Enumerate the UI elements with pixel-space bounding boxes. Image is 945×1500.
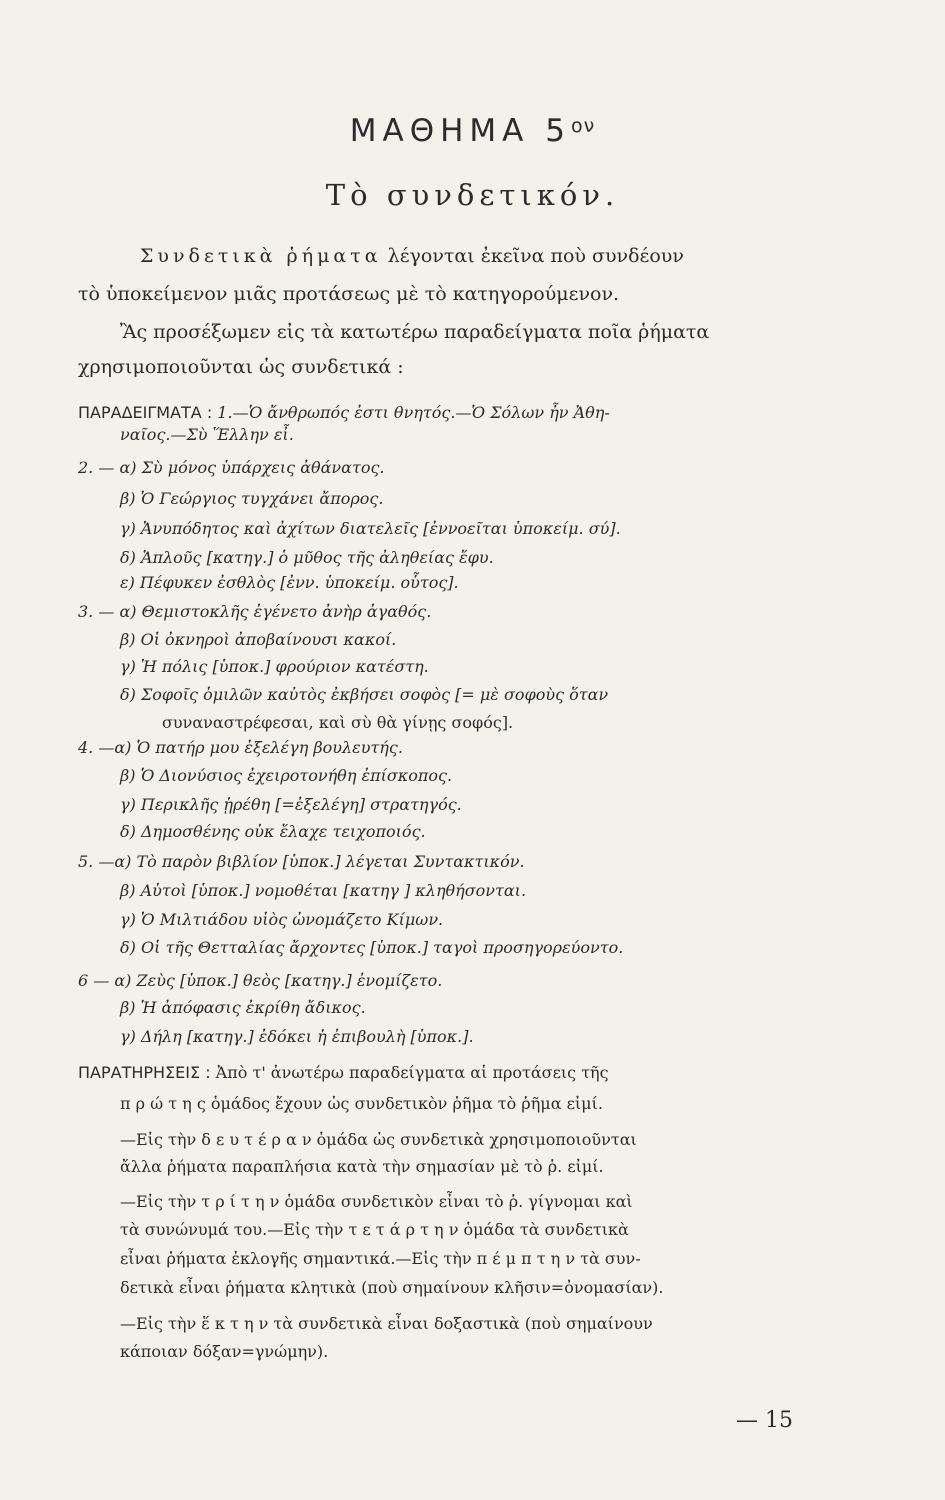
example-1-cont: ναῖος.—Σὺ Ἕλλην εἶ. xyxy=(120,425,294,444)
example-2b: β) Ὁ Γεώργιος τυγχάνει ἄπορος. xyxy=(120,489,384,508)
example-3a: 3. — α) Θεμιστοκλῆς ἐγένετο ἀνὴρ ἀγαθός. xyxy=(78,602,432,621)
example-5a: 5. —α) Τὸ παρὸν βιβλίον [ὑποκ.] λέγεται Συντακτικόν. xyxy=(78,852,525,871)
remark-4: —Εἰς τὴν ἕ κ τ η ν τὰ συνδετικὰ εἶναι δοξαστικὰ (ποὺ σημαίνουν xyxy=(120,1314,653,1333)
page-number: — 15 xyxy=(736,1408,793,1433)
examples-heading: ΠΑΡΑΔΕΙΓΜΑΤΑ : 1.—Ὁ ἄνθρωπός ἐστι θνητός.—Ὁ Σόλων ἦν Ἀθη- xyxy=(78,403,610,422)
remarks-heading: ΠΑΡΑΤΗΡΗΣΕΙΣ : Ἀπὸ τ' ἀνωτέρω παραδείγματα αἱ προτάσεις τῆς xyxy=(78,1063,609,1082)
example-6b: β) Ἡ ἀπόφασις ἐκρίθη ἄδικος. xyxy=(120,998,366,1017)
intro-line-3: Ἂς προσέξωμεν εἰς τὰ κατωτέρω παραδείγματα ποῖα ῥήματα xyxy=(120,321,710,343)
intro-line-1: Συνδετικὰ ῥήματα λέγονται ἐκεῖνα ποὺ συνδέουν xyxy=(140,245,684,267)
example-2d: δ) Ἁπλοῦς [κατηγ.] ὁ μῦθος τῆς ἀληθείας ἔφυ. xyxy=(120,548,494,567)
example-3b: β) Οἱ ὀκνηροὶ ἀποβαίνουσι κακοί. xyxy=(120,630,397,649)
example-5d: δ) Οἱ τῆς Θετταλίας ἄρχοντες [ὑποκ.] ταγοὶ προσηγορεύοντο. xyxy=(120,938,624,957)
example-3c: γ) Ἡ πόλις [ὑποκ.] φρούριον κατέστη. xyxy=(120,657,429,676)
remark-2: —Εἰς τὴν δ ε υ τ έ ρ α ν ὁμάδα ὡς συνδετικὰ χρησιμοποιοῦνται xyxy=(120,1130,637,1149)
example-5b: β) Αὐτοὶ [ὑποκ.] νομοθέται [κατηγ ] κληθήσονται. xyxy=(120,881,527,900)
example-5c: γ) Ὁ Μιλτιάδου υἱὸς ὠνομάζετο Κίμων. xyxy=(120,910,444,929)
intro-line-2: τὸ ὑποκείμενον μιᾶς προτάσεως μὲ τὸ κατηγορούμενον. xyxy=(78,283,620,305)
example-4c: γ) Περικλῆς ᾑρέθη [=ἐξελέγη] στρατηγός. xyxy=(120,795,462,814)
intro-line-4: χρησιμοποιοῦνται ὡς συνδετικά : xyxy=(78,356,404,378)
example-6a: 6 — α) Ζεὺς [ὑποκ.] θεὸς [κατηγ.] ἐνομίζετο. xyxy=(78,971,443,990)
remark-3-cont-1: τὰ συνώνυμά του.—Εἰς τὴν τ ε τ ά ρ τ η ν ὁμάδα τὰ συνδετικὰ xyxy=(120,1220,629,1239)
example-2e: ε) Πέφυκεν ἐσθλὸς [ἐνν. ὑποκείμ. οὗτος]. xyxy=(120,573,459,592)
lesson-subtitle: Τὸ συνδετικόν. xyxy=(325,178,620,212)
example-2a: 2. — α) Σὺ μόνος ὑπάρχεις ἀθάνατος. xyxy=(78,458,385,477)
example-3d-cont: συναναστρέφεσαι, καὶ σὺ θὰ γίνῃς σοφός]. xyxy=(162,713,514,732)
example-4a: 4. —α) Ὁ πατήρ μου ἐξελέγη βουλευτής. xyxy=(78,738,403,757)
example-3d: δ) Σοφοῖς ὁμιλῶν καὐτὸς ἐκβήσει σοφὸς [= μὲ σοφοὺς ὅταν xyxy=(120,685,609,704)
example-4b: β) Ὁ Διονύσιος ἐχειροτονήθη ἐπίσκοπος. xyxy=(120,766,453,785)
remark-4-cont: κάποιαν δόξαν=γνώμην). xyxy=(120,1342,329,1361)
remark-1-cont: π ρ ώ τ η ς ὁμάδος ἔχουν ὡς συνδετικὸν ῥῆμα τὸ ῥῆμα εἰμί. xyxy=(120,1094,603,1113)
lesson-title: ΜΑΘΗΜΑ $5^{o\nu}$ xyxy=(349,113,596,149)
remark-3-cont-3: δετικὰ εἶναι ῥήματα κλητικὰ (ποὺ σημαίνουν κλῆσιν=ὀνομασίαν). xyxy=(120,1278,664,1297)
example-6c: γ) Δήλη [κατηγ.] ἐδόκει ἡ ἐπιβουλὴ [ὑποκ.]. xyxy=(120,1027,474,1046)
remark-2-cont: ἄλλα ῥήματα παραπλήσια κατὰ τὴν σημασίαν μὲ τὸ ῥ. εἰμί. xyxy=(120,1157,604,1176)
example-4d: δ) Δημοσθένης οὐκ ἔλαχε τειχοποιός. xyxy=(120,822,426,841)
remark-3-cont-2: εἶναι ῥήματα ἐκλογῆς σημαντικά.—Εἰς τὴν π έ μ π τ η ν τὰ συν- xyxy=(120,1249,641,1268)
remark-3: —Εἰς τὴν τ ρ ί τ η ν ὁμάδα συνδετικὸν εἶναι τὸ ῥ. γίγνομαι καὶ xyxy=(120,1192,633,1211)
example-2c: γ) Ἀνυπόδητος καὶ ἀχίτων διατελεῖς [ἐννοεῖται ὑποκείμ. σύ]. xyxy=(120,519,621,538)
